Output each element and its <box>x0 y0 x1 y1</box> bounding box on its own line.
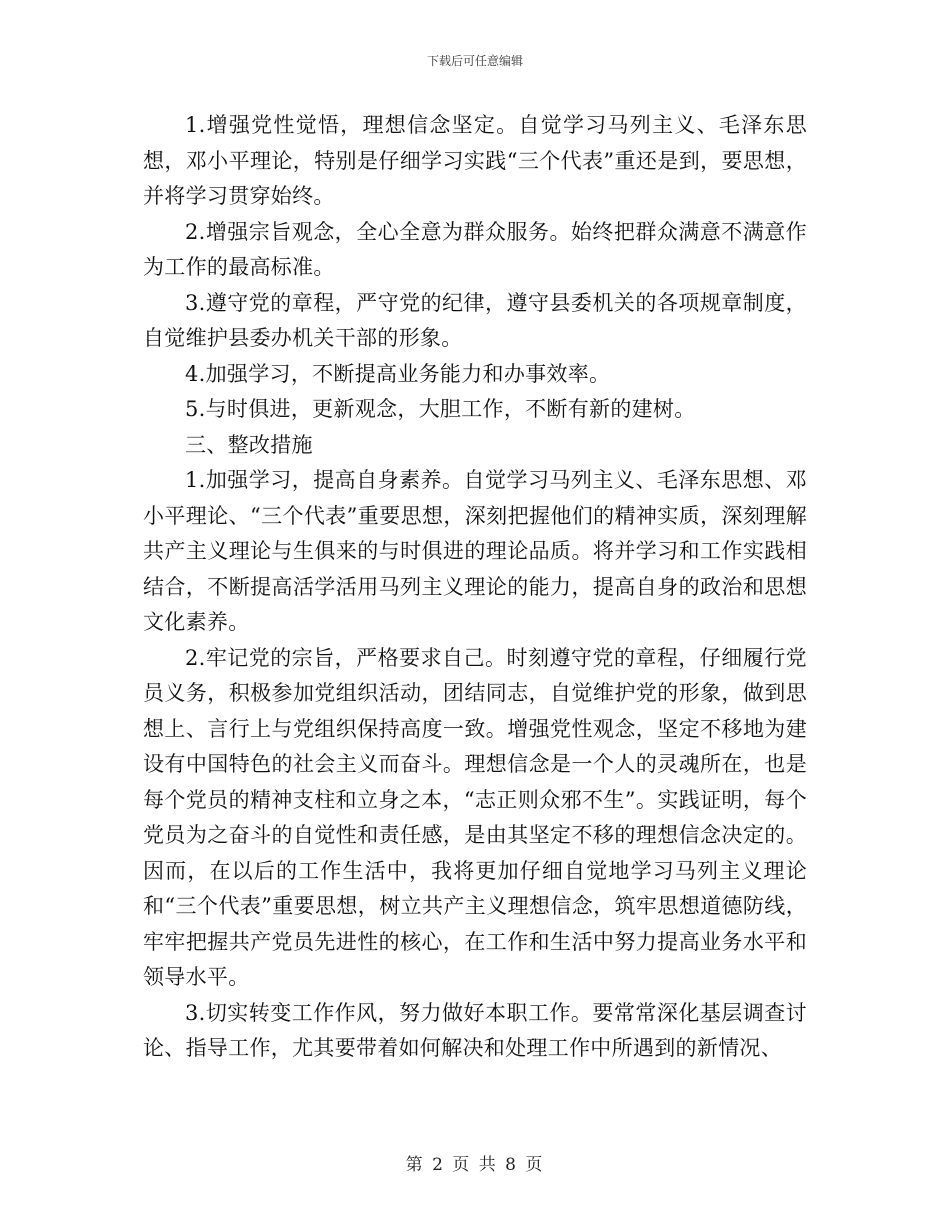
paragraph-6: 1.加强学习，提高自身素养。自觉学习马列主义、毛泽东思想、邓小平理论、“三个代表”重要思想，深刻把握他们的精神实质，深刻理解共产主义理论与生俱来的与时俱进的理论品质。将并学习和工作实践相结合，不断提高活学活用马列主义理论的能力，提高自身的政治和思想文化素养。 <box>143 468 807 634</box>
section-heading: 三、整改措施 <box>185 432 313 457</box>
paragraph-1: 1.增强党性觉悟，理想信念坚定。自觉学习马列主义、毛泽东思想，邓小平理论，特别是仔细学习实践“三个代表”重还是到，要思想，并将学习贯穿始终。 <box>143 113 807 208</box>
page-header: 下载后可任意编辑 <box>426 54 523 68</box>
paragraph-4: 4.加强学习，不断提高业务能力和办事效率。 <box>185 361 611 386</box>
paragraph-5: 5.与时俱进，更新观念，大胆工作，不断有新的建树。 <box>185 397 696 421</box>
page-footer: 第 2 页 共 8 页 <box>405 1155 545 1175</box>
paragraph-8: 3.切实转变工作作风，努力做好本职工作。要常常深化基层调查讨论、指导工作，尤其要带着如何解决和处理工作中所遇到的新情况、 <box>143 1000 807 1060</box>
document-body <box>143 108 807 1067</box>
paragraph-7: 2.牢记党的宗旨，严格要求自己。时刻遵守党的章程，仔细履行党员义务，积极参加党组织活动，团结同志，自觉维护党的形象，做到思想上、言行上与党组织保持高度一致。增强党性观念，坚定不移地为建设有中国特色的社会主义而奋斗。理想信念是一个人的灵魂所在，也是每个党员的精神支柱和立身之本，“志正则众邪不生”。实践证明，每个党员为之奋斗的自觉性和责任感，是由其坚定不移的理想信念决定的。因而，在以后的工作生活中，我将更加仔细自觉地学习马列主义理论和“三个代表”重要思想，树立共产主义理想信念，筑牢思想道德防线，牢牢把握共产党员先进性的核心，在工作和生活中努力提高业务水平和领导水平。 <box>143 645 807 989</box>
paragraph-2: 2.增强宗旨观念，全心全意为群众服务。始终把群众满意不满意作为工作的最高标准。 <box>143 219 807 279</box>
paragraph-3: 3.遵守党的章程，严守党的纪律，遵守县委机关的各项规章制度，自觉维护县委办机关干部的形象。 <box>143 290 807 350</box>
